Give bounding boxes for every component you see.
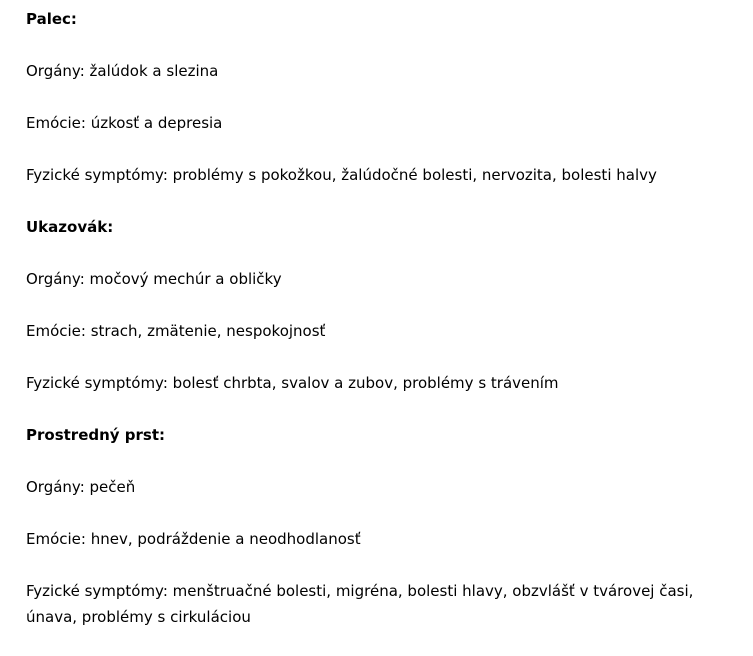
emotions-line: Emócie: hnev, podráždenie a neodhodlanosť bbox=[26, 530, 361, 548]
symptoms-line: Fyzické symptómy: menštruačné bolesti, migréna, bolesti hlavy, obzvlášť v tvárovej časi, únava, problémy s cirkuláciou bbox=[26, 582, 694, 626]
organs-line: Orgány: pečeň bbox=[26, 478, 136, 496]
section-middle-finger bbox=[26, 422, 726, 630]
section-heading: Palec: bbox=[26, 10, 77, 28]
organs-line: Orgány: žalúdok a slezina bbox=[26, 62, 219, 80]
emotions-line: Emócie: úzkosť a depresia bbox=[26, 114, 223, 132]
emotions-line: Emócie: strach, zmätenie, nespokojnosť bbox=[26, 322, 326, 340]
organs-line: Orgány: močový mechúr a obličky bbox=[26, 270, 282, 288]
section-heading: Prostredný prst: bbox=[26, 426, 166, 444]
document-body bbox=[26, 6, 726, 656]
section-index-finger bbox=[26, 214, 726, 396]
symptoms-line: Fyzické symptómy: problémy s pokožkou, žalúdočné bolesti, nervozita, bolesti halvy bbox=[26, 166, 657, 184]
section-heading: Ukazovák: bbox=[26, 218, 114, 236]
section-thumb bbox=[26, 6, 726, 188]
symptoms-line: Fyzické symptómy: bolesť chrbta, svalov a zubov, problémy s trávením bbox=[26, 374, 559, 392]
